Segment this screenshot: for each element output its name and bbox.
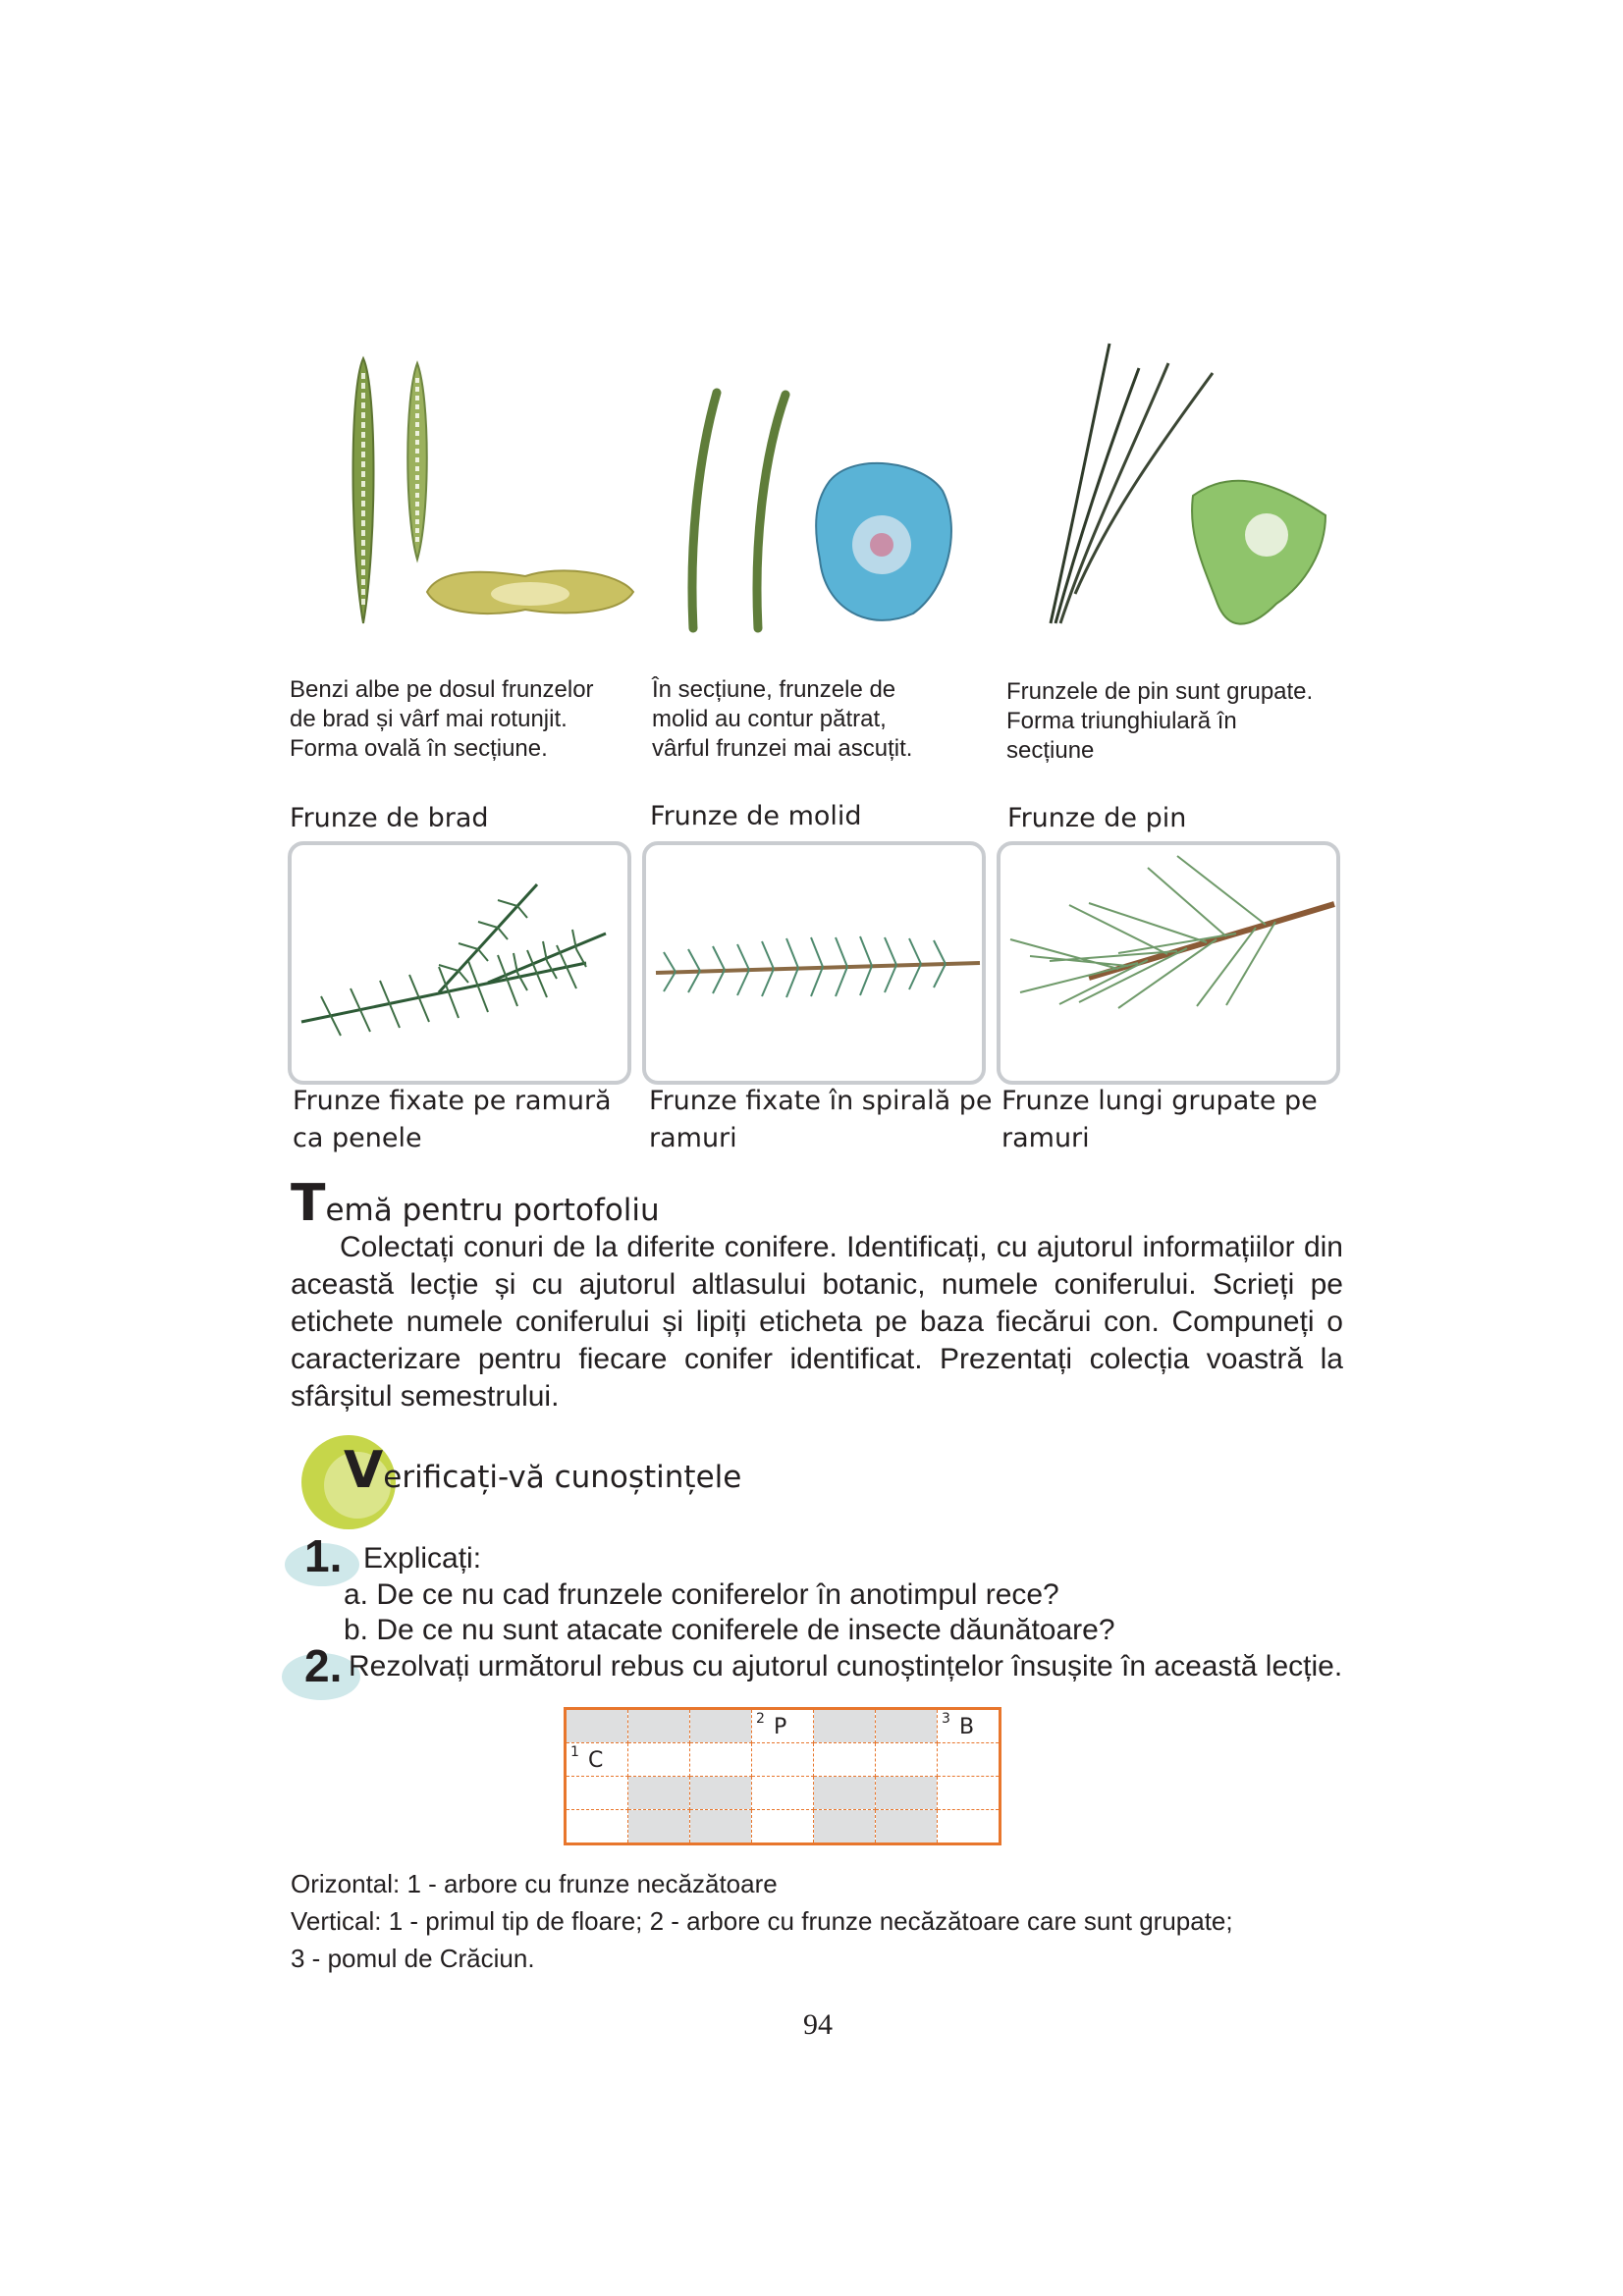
spruce-branch-photo [642, 841, 986, 1085]
caption-brad [290, 675, 643, 764]
rebus-cell[interactable] [938, 1810, 1001, 1844]
rebus-cell[interactable] [566, 1777, 628, 1810]
rebus-cell[interactable] [566, 1810, 628, 1844]
question-2-number: 2. [304, 1640, 343, 1691]
question-2-text: Rezolvați următorul rebus cu ajutorul cunoștințelor însușite în această lecție. [349, 1650, 1343, 1682]
subcaption-brad [293, 1083, 641, 1157]
subcaption-line: ca penele [293, 1123, 422, 1153]
clue-vertical-line-2: 3 - pomul de Crăciun. [291, 1944, 535, 1973]
rebus-cell-number: 3 [942, 1711, 950, 1727]
rebus-cell[interactable] [628, 1810, 690, 1844]
rebus-cell[interactable] [752, 1743, 814, 1777]
rebus-cell[interactable] [690, 1777, 752, 1810]
caption-line: Forma triunghiulară în [1006, 708, 1237, 734]
subcaption-line: ramuri [1001, 1123, 1090, 1153]
rebus-cell[interactable] [938, 1743, 1001, 1777]
caption-line: Forma ovală în secțiune. [290, 735, 548, 762]
portfolio-heading-text: emă pentru portofoliu [325, 1193, 660, 1228]
check-heading-text: erificați-vă cunoștințele [383, 1460, 742, 1495]
fir-branch-photo [288, 841, 631, 1085]
rebus-table [564, 1707, 1001, 1845]
rebus-cell[interactable] [628, 1777, 690, 1810]
fir-branch-image [292, 845, 627, 1081]
rebus-row [566, 1709, 1001, 1743]
title-pin: Frunze de pin [1007, 803, 1187, 833]
rebus-row [566, 1810, 1001, 1844]
rebus-cell[interactable] [690, 1743, 752, 1777]
rebus-cell[interactable] [628, 1743, 690, 1777]
caption-pin [1006, 677, 1380, 766]
pine-branch-image [1001, 845, 1336, 1081]
rebus-cell-letter: C [588, 1748, 604, 1773]
question-1b: b. De ce nu sunt atacate coniferele de insecte dăunătoare? [344, 1614, 1115, 1646]
caption-molid [652, 675, 1005, 764]
rebus-cell[interactable] [938, 1709, 1001, 1743]
rebus-cell[interactable] [814, 1810, 876, 1844]
clue-horizontal: Orizontal: 1 - arbore cu frunze necăzătoare [291, 1869, 778, 1898]
question-1-number: 1. [304, 1530, 343, 1581]
clue-vertical-line-1: Vertical: 1 - primul tip de floare; 2 - arbore cu frunze necăzătoare care sunt grupate; [291, 1906, 1233, 1936]
rebus-row [566, 1777, 1001, 1810]
fir-needles-illustration [334, 348, 648, 633]
rebus-cell[interactable] [876, 1709, 938, 1743]
rebus-cell-number: 1 [570, 1744, 579, 1760]
rebus-cell[interactable] [566, 1709, 628, 1743]
subcaption-molid [649, 1083, 1002, 1157]
caption-line: secțiune [1006, 737, 1095, 764]
check-initial: V [344, 1441, 384, 1500]
spruce-branch-image [646, 845, 982, 1081]
rebus-cell[interactable] [938, 1777, 1001, 1810]
rebus-cell-letter: P [774, 1715, 787, 1739]
subcaption-line: Frunze fixate pe ramură [293, 1086, 612, 1116]
question-1a: a. De ce nu cad frunzele coniferelor în anotimpul rece? [344, 1578, 1059, 1611]
rebus-cell-number: 2 [756, 1711, 765, 1727]
caption-line: de brad și vârf mai rotunjit. [290, 706, 568, 732]
caption-line: Frunzele de pin sunt grupate. [1006, 678, 1314, 705]
caption-line: Benzi albe pe dosul frunzelor [290, 676, 594, 703]
rebus-cell[interactable] [876, 1777, 938, 1810]
question-1-text: Explicați: [363, 1542, 482, 1575]
rebus-cell[interactable] [814, 1777, 876, 1810]
subcaption-line: Frunze lungi grupate pe [1001, 1086, 1318, 1116]
rebus-cell[interactable] [690, 1810, 752, 1844]
rebus-cell[interactable] [628, 1709, 690, 1743]
pine-needles-illustration [1031, 339, 1345, 633]
rebus-cell[interactable] [566, 1743, 628, 1777]
rebus-cell[interactable] [690, 1709, 752, 1743]
portfolio-initial: T [291, 1174, 326, 1233]
title-brad: Frunze de brad [290, 803, 489, 833]
subcaption-pin [1001, 1083, 1350, 1157]
spruce-needles-illustration [668, 383, 972, 638]
rebus-cell[interactable] [752, 1709, 814, 1743]
check-heading [344, 1441, 741, 1500]
rebus-grid [564, 1707, 1001, 1845]
rebus-cell[interactable] [876, 1810, 938, 1844]
rebus-cell[interactable] [876, 1743, 938, 1777]
portfolio-paragraph: Colectați conuri de la diferite conifere. Identificați, cu ajutorul informațiilor din această lecție și cu ajutorul altlasului botanic, numele coniferului. Scrieți pe etichete numele coniferului și lipiți eticheta pe baza fiecărui con. Compuneți o caracterizare pentru fiecare conifer identificat. Prezentați colecția voastră la sfârșitul semestrului. [291, 1231, 1343, 1413]
rebus-row [566, 1743, 1001, 1777]
portfolio-heading [291, 1174, 660, 1233]
rebus-cell[interactable] [752, 1777, 814, 1810]
rebus-cell[interactable] [814, 1709, 876, 1743]
subcaption-line: ramuri [649, 1123, 737, 1153]
pine-branch-photo [997, 841, 1340, 1085]
caption-line: molid au contur pătrat, [652, 706, 887, 732]
rebus-cell-letter: B [959, 1715, 975, 1739]
page-number: 94 [803, 2008, 833, 2041]
caption-line: În secțiune, frunzele de [652, 676, 896, 703]
rebus-cell[interactable] [814, 1743, 876, 1777]
subcaption-line: Frunze fixate în spirală pe [649, 1086, 993, 1116]
rebus-cell[interactable] [752, 1810, 814, 1844]
title-molid: Frunze de molid [650, 801, 862, 831]
caption-line: vârful frunzei mai ascuțit. [652, 735, 913, 762]
